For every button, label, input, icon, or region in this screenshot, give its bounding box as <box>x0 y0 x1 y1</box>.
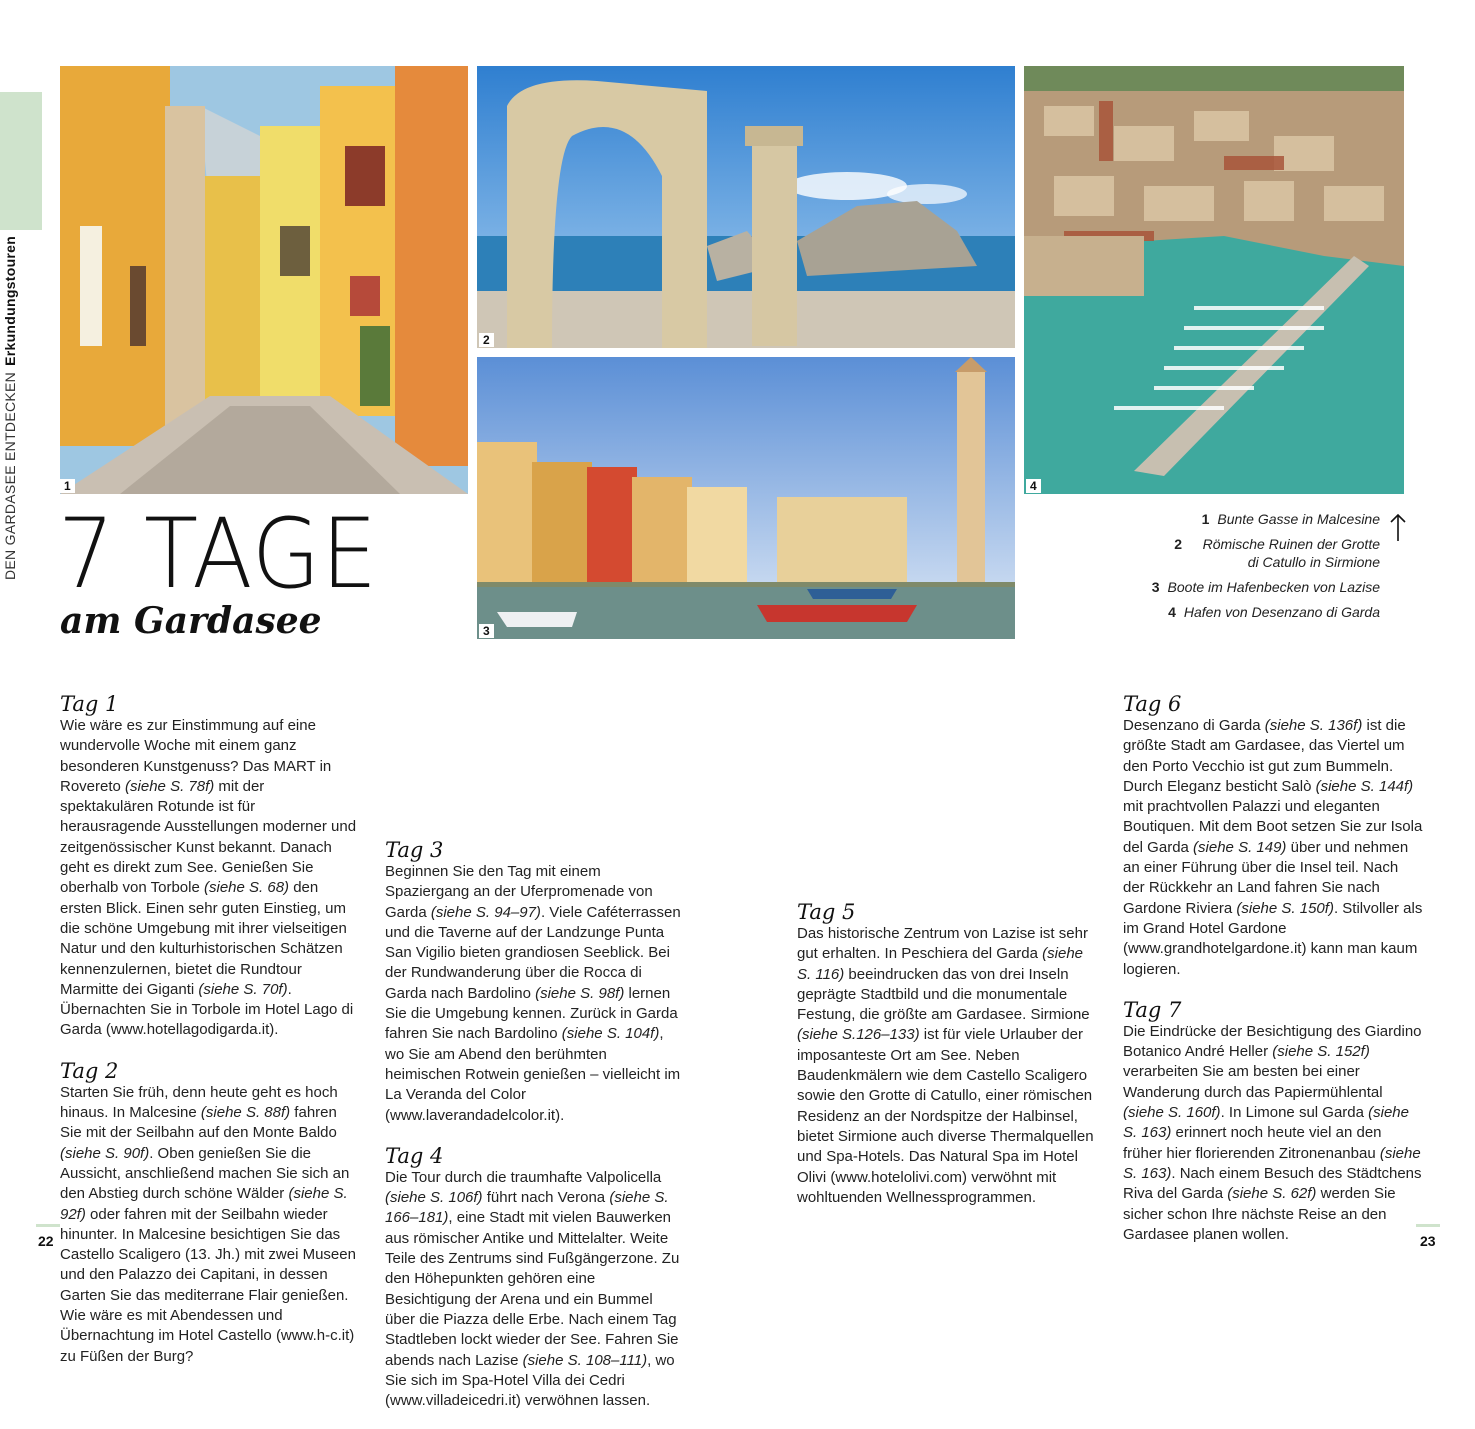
photo-roman-ruins <box>477 66 1015 348</box>
photo-colorful-alley <box>60 66 468 494</box>
caption-number: 3 <box>1151 579 1160 595</box>
day-body: Desenzano di Garda (siehe S. 136f) ist die größte Stadt am Gardasee, das Viertel um den Porto Vecchio ist gut zum Bummeln. Durch Eleganz besticht Salò (siehe S. 144f) mit prachtvollen Palazzi und eleganten Boutiquen. Mit dem Boot setzen Sie zur Isola del Garda (siehe S. 149) über und nehmen an einer Führung über die Insel teil. Nach der Rückkehr an Land fahren Sie nach Gardone Riviera (siehe S. 150f). Stilvoller als im Grand Hotel Gardone (www.grandhotelgardone.it) kann man kaum logieren. <box>1123 717 1423 978</box>
caption-text: Bunte Gasse in Malcesine <box>1217 511 1380 527</box>
day-heading: Tag 6 <box>1123 692 1182 716</box>
day-body: Die Tour durch die traumhafte Valpolicella (siehe S. 106f) führt nach Verona (siehe S. 166–181), eine Stadt mit vielen Bauwerken aus römischer Antike und Mittelalter. Weite Teile des Zentrums sind Fußgängerzone. Zu den Höhepunkten gehören eine Besichtigung der Arena und ein Bummel über die Piazza delle Erbe. Nach einem Tag Stadtleben lockt wieder der See. Fahren Sie abends nach Lazise (siehe S. 108–111), wo Sie sich im Spa-Hotel Villa dei Cedri (www.villadeicedri.it) verwöhnen lassen. <box>385 1168 680 1410</box>
day-heading: Tag 4 <box>385 1143 444 1168</box>
caption-item <box>1110 578 1380 596</box>
page-number-rule <box>36 1224 60 1227</box>
text-column-1 <box>60 692 360 1385</box>
day-body: Die Eindrücke der Besichtigung des Giardino Botanico André Heller (siehe S. 152f) verarbeiten Sie am besten bei einer Wanderung durch das Papiermühlental (siehe S. 160f). In Limone sul Garda (siehe S. 163) erinnert noch heute viel an den früher hier florierenden Zitronenanbau (siehe S. 163). Nach einem Besuch des Städtchens Riva del Garda (siehe S. 62f) werden Sie sicher schon Ihre nächste Reise an den Gardasee planen wollen. <box>1123 1022 1422 1243</box>
section-label: DEN GARDASEE ENTDECKEN <box>2 371 18 580</box>
caption-text: Hafen von Desenzano di Garda <box>1183 604 1380 620</box>
photo-number: 4 <box>1026 479 1041 493</box>
day-heading: Tag 3 <box>385 838 444 862</box>
running-head <box>2 235 32 580</box>
caption-text: Boote im Hafenbecken von Lazise <box>1167 579 1380 595</box>
page-number-rule <box>1416 1224 1440 1227</box>
caption-item <box>1110 535 1380 571</box>
day-heading: Tag 7 <box>1123 997 1182 1022</box>
page-number-right: 23 <box>1420 1233 1436 1249</box>
photo-aerial-harbour <box>1024 66 1404 494</box>
caption-item <box>1110 510 1380 528</box>
day-heading: Tag 2 <box>60 1058 119 1083</box>
caption-number: 2 <box>1174 536 1182 552</box>
page-number-left: 22 <box>38 1233 54 1249</box>
chapter-label: Erkundungstouren <box>2 235 18 366</box>
caption-text: Römische Ruinen der Grotte di Catullo in Sirmione <box>1202 536 1380 570</box>
caption-number: 1 <box>1201 511 1210 527</box>
chapter-tab <box>0 92 42 230</box>
arrow-up-icon <box>1386 512 1410 542</box>
day-heading: Tag 5 <box>797 900 856 924</box>
day-body: Beginnen Sie den Tag mit einem Spaziergang an der Uferpromenade von Garda (siehe S. 94–97). Viele Caféterrassen und die Taverne auf der Landzunge Punta San Vigilio bieten grandiosen Seeblick. Bei der Rundwanderung über die Rocca di Garda nach Bardolino (siehe S. 98f) lernen Sie die Umgebung kennen. Zurück in Garda fahren Sie nach Bardolino (siehe S. 104f), wo Sie am Abend den berühmten heimischen Rotwein genießen – vielleicht im La Veranda del Color (www.laverandadelcolor.it). <box>385 863 681 1124</box>
caption-number: 4 <box>1168 604 1176 620</box>
text-column-4 <box>1123 692 1423 1263</box>
day-body: Starten Sie früh, denn heute geht es hoch hinaus. In Malcesine (siehe S. 88f) fahren Sie mit der Seilbahn auf den Monte Baldo (siehe S. 90f). Oben genießen Sie die Aussicht, anschließend machen Sie sich an den Abstieg durch schöne Wälder (siehe S. 92f) oder fahren mit der Seilbahn wieder hinunter. In Malcesine besichtigen Sie das Castello Scaligero (13. Jh.) mit zwei Museen und den Palazzo dei Capitani, in dessen Garten Sie das mediterrane Flair genießen. Wie wäre es mit Abendessen und Übernachtung im Hotel Castello (www.h-c.it) zu Füßen der Burg? <box>60 1083 356 1365</box>
photo-number: 3 <box>479 624 494 638</box>
caption-item <box>1110 603 1380 621</box>
photo-number: 2 <box>479 333 494 347</box>
day-body: Wie wäre es zur Einstimmung auf eine wundervolle Woche mit einem ganz besonderen Kunstgenuss? Das MART in Rovereto (siehe S. 78f) mit der spektakulären Rotunde ist für herausragende Ausstellungen moderner und zeitgenössischer Kunst bekannt. Danach geht es direkt zum See. Genießen Sie oberhalb von Torbole (siehe S. 68) den ersten Blick. Einen sehr guten Einstieg, um die schöne Umgebung mit ihrer vielseitigen Natur und den kulturhistorischen Schätzen kennenzulernen, bietet die Rundtour Marmitte dei Giganti (siehe S. 70f). Übernachten Sie in Torbole im Hotel Lago di Garda (www.hotellagodigarda.it). <box>60 717 357 1039</box>
text-column-3 <box>797 900 1097 1226</box>
day-body: Das historische Zentrum von Lazise ist sehr gut erhalten. In Peschiera del Garda (siehe S. 116) beeindrucken das von drei Inseln geprägte Stadtbild und die monumentale Festung, die größte am Gardasee. Sirmione (siehe S.126–133) ist für viele Urlauber der imposanteste Ort am See. Neben Baudenkmälern wie dem Castello Scaligero sowie den Grotte di Catullo, einer römischen Residenz an der Nordspitze der Halbinsel, bietet Sirmione auch diverse Thermalquellen und Spa-Hotels. Das Natural Spa im Hotel Olivi (www.hotelolivi.com) verwöhnt mit wohltuenden Wellnessprogrammen. <box>797 925 1094 1206</box>
photo-harbour-lazise <box>477 357 1015 639</box>
page-title: 7 TAGE <box>58 498 378 610</box>
photo-number: 1 <box>60 479 75 493</box>
day-heading: Tag 1 <box>60 692 119 716</box>
photo-captions <box>1110 510 1380 628</box>
page-subtitle: am Gardasee <box>60 600 322 642</box>
text-column-2 <box>385 838 685 1429</box>
